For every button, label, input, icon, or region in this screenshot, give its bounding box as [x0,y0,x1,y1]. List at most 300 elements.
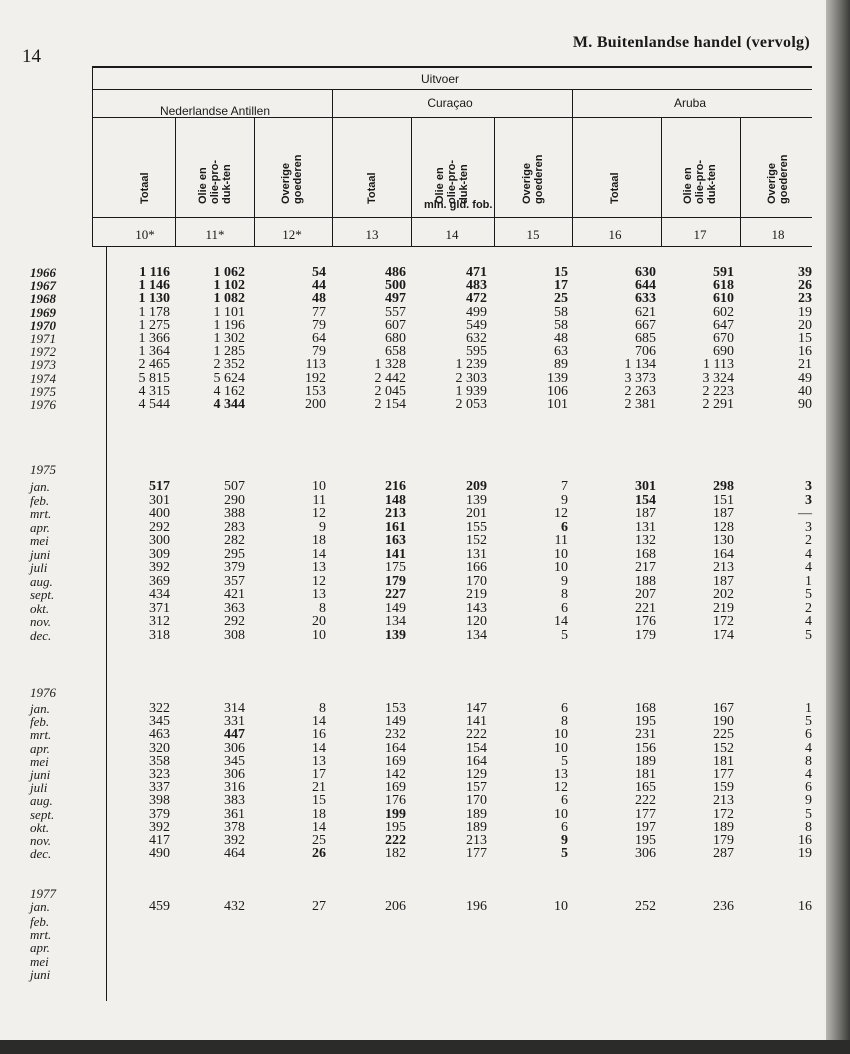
table-cell: 113 [305,357,326,373]
table-cell: 610 [713,291,734,307]
table-cell: 1 134 [624,357,656,373]
table-cell: 1 196 [213,317,245,333]
table-cell: 306 [224,767,245,782]
table-cell: 2 303 [455,370,487,386]
table-cell: 301 [149,492,170,508]
table-cell: 6 [561,600,568,616]
rule-group-2 [572,89,573,247]
column-number-9: 18 [771,227,785,242]
table-cell: 283 [224,519,245,535]
table-cell: 213 [385,506,406,521]
table-cell: 369 [149,573,170,589]
table-cell: 8 [805,819,812,835]
table-cell: 378 [224,819,245,835]
table-cell: 306 [224,740,245,756]
row-label: 1972 [30,344,56,360]
table-cell: 8 [319,701,326,716]
table-cell: 314 [224,701,245,716]
table-cell: 23 [798,291,812,307]
table-cell: 48 [554,331,568,346]
table-cell: 9 [561,492,568,508]
column-number-8: 17 [693,227,707,242]
table-cell: 169 [385,753,406,769]
table-cell: 179 [635,627,656,643]
table-cell: 12 [554,780,568,796]
table-cell: 236 [713,899,734,914]
table-cell: 21 [798,357,812,373]
table-cell: 471 [466,265,487,280]
table-cell: 19 [798,304,812,320]
table-cell: 219 [713,600,734,616]
table-cell: 49 [798,370,812,386]
table-cell: 10 [554,727,568,743]
table-cell: 5 [561,846,568,862]
table-cell: 2 [805,600,812,616]
table-cell: 308 [224,627,245,643]
table-cell: 13 [312,753,326,769]
table-cell: 16 [798,899,812,914]
table-cell: 195 [635,714,656,730]
row-label: aug. [30,793,53,809]
table-cell: 345 [224,753,245,769]
rule-colnums [92,246,812,247]
table-cell: 2 381 [624,397,656,412]
table-cell: 1 [805,573,812,589]
table-cell: 153 [385,701,406,716]
table-cell: 164 [466,753,487,769]
table-cell: 15 [554,265,568,280]
column-label-7: Totaal [609,172,621,204]
table-cell: 316 [224,780,245,796]
table-cell: 1 366 [138,331,170,346]
table-cell: 618 [713,278,734,294]
column-label-2: Olie en olie-pro- duk-ten [197,160,233,204]
table-cell: 312 [149,614,170,629]
column-number-7: 16 [608,227,622,242]
table-cell: 131 [635,519,656,535]
row-label: aug. [30,573,53,589]
table-cell: 591 [713,265,734,280]
table-cell: 128 [713,519,734,535]
row-label: 1971 [30,331,56,346]
table-cell: 192 [305,370,326,386]
row-label: okt. [30,819,50,835]
table-cell: 14 [312,740,326,756]
table-cell: 222 [635,793,656,809]
table-cell: 25 [554,291,568,307]
table-cell: 459 [149,899,170,914]
table-cell: 164 [713,546,734,562]
table-cell: 388 [224,506,245,521]
table-cell: 282 [224,533,245,548]
row-label: juni [30,966,51,982]
table-cell: 1 101 [213,304,245,320]
table-cell: 379 [224,560,245,575]
table-cell: 287 [713,846,734,862]
table-cell: 300 [149,533,170,548]
table-cell: 9 [561,573,568,589]
table-cell: 20 [312,614,326,629]
table-cell: 219 [466,587,487,602]
table-cell: 2 263 [624,383,656,399]
table-cell: 10 [554,806,568,822]
table-cell: 658 [385,344,406,360]
table-cell: 154 [466,740,487,756]
table-cell: 318 [149,627,170,643]
table-cell: 15 [312,793,326,809]
table-cell: 206 [385,899,406,914]
table-cell: 2 291 [702,397,734,412]
table-cell: 207 [635,587,656,602]
table-cell: 12 [312,573,326,589]
table-cell: 1 302 [213,331,245,346]
table-cell: 6 [805,727,812,743]
table-cell: 9 [319,519,326,535]
table-cell: 139 [466,492,487,508]
table-cell: 486 [385,265,406,280]
table-cell: 221 [635,600,656,616]
table-cell: 434 [149,587,170,602]
table-cell: 12 [554,506,568,521]
column-label-4: Totaal [366,172,378,204]
table-cell: 189 [635,753,656,769]
table-cell: 222 [466,727,487,743]
table-cell: 195 [385,819,406,835]
table-cell: 290 [224,492,245,508]
table-cell: 8 [805,753,812,769]
table-cell: 1 113 [703,357,734,373]
table-cell: 10 [312,479,326,494]
page-title: M. Buitenlandse handel (vervolg) [572,34,810,51]
table-cell: 4 [805,740,812,756]
table-cell: 134 [385,614,406,629]
table-cell: 40 [798,383,812,399]
table-cell: 177 [713,767,734,782]
table-cell: 295 [224,546,245,562]
table-cell: 2 223 [702,383,734,399]
table-cell: 58 [554,317,568,333]
table-cell: 6 [561,793,568,809]
table-cell: 89 [554,357,568,373]
rule-col-7 [661,117,662,247]
table-cell: 26 [312,846,326,862]
table-cell: 164 [385,740,406,756]
table-cell: 177 [466,846,487,862]
table-cell: 472 [466,291,487,307]
row-label: dec. [30,846,52,862]
table-cell: 170 [466,793,487,809]
table-cell: 17 [554,278,568,294]
rule-col-8 [740,117,741,247]
table-cell: 179 [385,573,406,589]
table-cell: 172 [713,806,734,822]
group-header-curacao: Curaçao [427,96,473,110]
table-cell: 79 [312,317,326,333]
table-cell: 1 328 [374,357,406,373]
row-label: nov. [30,614,52,629]
table-cell: 54 [312,265,326,280]
row-label: 1973 [30,357,56,373]
row-label: juni [30,767,51,782]
rule-col-5 [494,117,495,217]
table-cell: 11 [312,492,326,508]
column-label-9: Overige goederen [766,154,790,204]
column-label-5: Olie en olie-pro- duk-ten [434,160,470,204]
table-cell: 557 [385,304,406,320]
table-cell: — [798,506,812,521]
table-cell: 163 [385,533,406,548]
table-cell: 141 [385,546,406,562]
table-cell: 16 [798,344,812,360]
bottom-edge [0,1040,850,1054]
table-cell: 1 130 [138,291,170,307]
table-cell: 2 154 [374,397,406,412]
table-cell: 77 [312,304,326,320]
table-cell: 10 [554,560,568,575]
table-cell: 170 [466,573,487,589]
table-cell: 1 364 [138,344,170,360]
table-cell: 200 [305,397,326,412]
table-cell: 168 [635,546,656,562]
table-cell: 21 [312,780,326,796]
table-cell: 9 [805,793,812,809]
table-cell: 1 275 [138,317,170,333]
table-cell: 3 [805,479,812,494]
row-label: okt. [30,600,50,616]
table-cell: 4 162 [213,383,245,399]
table-cell: 13 [312,587,326,602]
table-cell: 18 [312,533,326,548]
column-number-5: 14 [445,227,459,242]
table-cell: 232 [385,727,406,743]
table-cell: 4 [805,767,812,782]
row-label: 1976 [30,397,56,412]
table-cell: 358 [149,753,170,769]
table-cell: 132 [635,533,656,548]
column-label-3: Overige goederen [280,154,304,204]
table-cell: 432 [224,899,245,914]
row-label: 1966 [30,265,56,280]
row-label: 1967 [30,278,56,294]
rule-stub [92,66,93,247]
rule-col-3b [411,218,412,247]
table-cell: 10 [312,627,326,643]
table-cell: 1 178 [138,304,170,320]
table-cell: 9 [561,833,568,848]
table-cell: 1 116 [139,265,170,280]
table-cell: 667 [635,317,656,333]
column-label-6: Overige goederen [521,154,545,204]
row-label: 1975 [30,383,56,399]
table-cell: 500 [385,278,406,294]
row-label: feb. [30,714,50,730]
table-cell: 19 [798,846,812,862]
table-cell: 306 [635,846,656,862]
row-label: feb. [30,492,50,508]
table-cell: 252 [635,899,656,914]
table-cell: 383 [224,793,245,809]
rule-col-4 [411,117,412,217]
table-cell: 187 [713,506,734,521]
main-header: Uitvoer [420,72,459,86]
table-cell: 5 [805,806,812,822]
table-cell: 4 544 [138,397,170,412]
table-cell: 331 [224,714,245,730]
table-cell: 323 [149,767,170,782]
table-cell: 4 [805,546,812,562]
table-cell: 139 [385,627,406,643]
table-cell: 216 [385,479,406,494]
column-number-2: 11* [205,227,225,242]
table-cell: 8 [561,587,568,602]
row-label: 1968 [30,291,56,307]
table-cell: 10 [554,740,568,756]
table-cell: 155 [466,519,487,535]
group-header-aruba: Aruba [673,96,707,110]
table-cell: 197 [635,819,656,835]
table-cell: 357 [224,573,245,589]
table-cell: 106 [547,383,568,399]
table-cell: 292 [224,614,245,629]
table-cell: 630 [635,265,656,280]
table-cell: 16 [312,727,326,743]
table-cell: 27 [312,899,326,914]
table-cell: 706 [635,344,656,360]
table-cell: 4 [805,560,812,575]
table-cell: 2 053 [455,397,487,412]
table-cell: 176 [385,793,406,809]
table-cell: 90 [798,397,812,412]
table-cell: 148 [385,492,406,508]
table-cell: 4 315 [138,383,170,399]
table-cell: 2 [805,533,812,548]
table-cell: 8 [319,600,326,616]
table-cell: 11 [554,533,568,548]
rule-labels [92,217,812,218]
table-cell: 680 [385,331,406,346]
table-cell: 48 [312,291,326,307]
row-label: apr. [30,940,50,956]
table-cell: 2 442 [374,370,406,386]
table-cell: 2 352 [213,357,245,373]
table-cell: 213 [713,793,734,809]
table-cell: 189 [466,806,487,822]
table-cell: 153 [305,383,326,399]
table-cell: 1 082 [213,291,245,307]
row-label: mrt. [30,727,52,743]
row-label: juni [30,546,51,562]
table-cell: 209 [466,479,487,494]
table-cell: 499 [466,304,487,320]
table-cell: 202 [713,587,734,602]
table-cell: 1 146 [138,278,170,294]
group-header-antillen: Nederlandse Antillen [159,104,271,118]
table-cell: 14 [312,819,326,835]
page-edge [826,0,850,1054]
table-cell: 463 [149,727,170,743]
table-cell: 188 [635,573,656,589]
table-cell: 602 [713,304,734,320]
row-label: juli [30,780,48,796]
table-cell: 181 [713,753,734,769]
table-cell: 4 344 [213,397,245,412]
row-label: jan. [30,899,50,914]
table-cell: 5 [561,627,568,643]
table-cell: 168 [635,701,656,716]
table-cell: 3 [805,492,812,508]
row-label: sept. [30,806,55,822]
table-cell: 3 373 [624,370,656,386]
table-cell: 647 [713,317,734,333]
table-cell: 690 [713,344,734,360]
table-cell: 14 [312,714,326,730]
table-cell: 174 [713,627,734,643]
row-label: jan. [30,701,50,716]
table-cell: 400 [149,506,170,521]
table-cell: 644 [635,278,656,294]
table-cell: 14 [554,614,568,629]
table-cell: 154 [635,492,656,508]
table-cell: 7 [561,479,568,494]
table-cell: 18 [312,806,326,822]
table-cell: 196 [466,899,487,914]
table-cell: 199 [385,806,406,822]
table-cell: 464 [224,846,245,862]
table-cell: 20 [798,317,812,333]
table-cell: 177 [635,806,656,822]
table-cell: 182 [385,846,406,862]
row-label: mei [30,533,49,548]
table-cell: 201 [466,506,487,521]
table-cell: 176 [635,614,656,629]
table-cell: 10 [554,546,568,562]
table-cell: 172 [713,614,734,629]
column-number-1: 10* [135,227,155,242]
table-cell: 298 [713,479,734,494]
table-cell: 517 [149,479,170,494]
table-cell: 5 [805,587,812,602]
table-cell: 8 [561,714,568,730]
table-cell: 161 [385,519,406,535]
table-cell: 14 [312,546,326,562]
table-cell: 187 [713,573,734,589]
table-cell: 379 [149,806,170,822]
table-cell: 222 [385,833,406,848]
table-cell: 345 [149,714,170,730]
table-cell: 417 [149,833,170,848]
table-cell: 6 [561,701,568,716]
table-cell: 1 239 [455,357,487,373]
table-cell: 179 [713,833,734,848]
row-label: apr. [30,519,50,535]
column-number-4: 13 [365,227,379,242]
table-cell: 167 [713,701,734,716]
table-cell: 1 062 [213,265,245,280]
table-cell: 225 [713,727,734,743]
table-cell: 189 [713,819,734,835]
table-cell: 6 [561,819,568,835]
table-cell: 392 [149,560,170,575]
table-cell: 5 [805,627,812,643]
table-cell: 149 [385,600,406,616]
table-cell: 1 939 [455,383,487,399]
table-cell: 15 [798,331,812,346]
rule-col-2 [254,117,255,247]
row-label: feb. [30,914,50,929]
column-label-8: Olie en olie-pro- duk-ten [682,160,718,204]
table-cell: 10 [554,899,568,914]
table-cell: 1 [805,701,812,716]
